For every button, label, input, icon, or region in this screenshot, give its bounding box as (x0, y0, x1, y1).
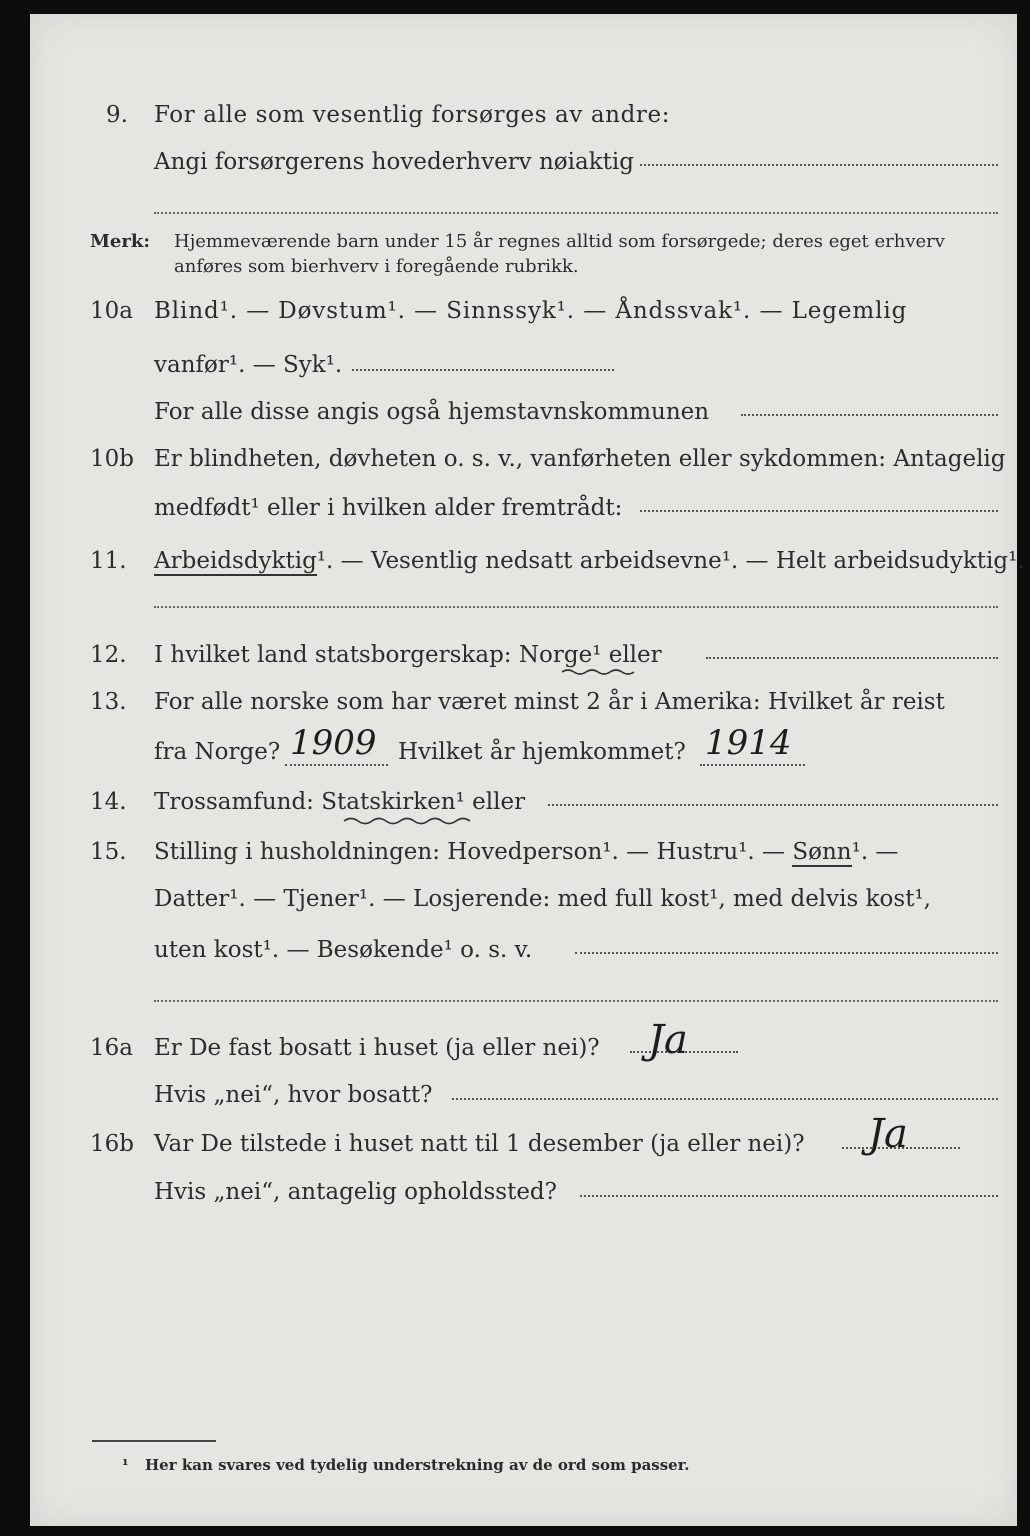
q15-line2: Datter¹. — Tjener¹. — Losjerende: med full kost¹, med delvis kost¹, (154, 886, 931, 912)
q15-line1-end: ¹. — (851, 839, 899, 865)
q12-line (154, 644, 662, 667)
merk-line2: anføres som bierhverv i foregående rubrikk. (174, 256, 579, 277)
q10b-line1: Er blindheten, døvheten o. s. v., vanførheten eller sykdommen: Antagelig (154, 446, 1006, 472)
q10b-line2: medfødt¹ eller i hvilken alder fremtrådt: (154, 495, 623, 521)
q15-line1-text: Stilling i husholdningen: Hovedperson¹. — Hustru¹. — (154, 839, 793, 865)
q14-question: Trossamfund: (154, 789, 322, 815)
merk-line1: Hjemmeværende barn under 15 år regnes alltid som forsørgede; deres eget erhverv (174, 231, 945, 252)
q15-answer-line-2[interactable] (154, 1000, 998, 1002)
q10a-number: 10a (90, 298, 133, 324)
q14-eller: ¹ eller (455, 789, 526, 815)
q11-line (154, 550, 1025, 573)
q9-number: 9. (106, 102, 128, 128)
q15-answer-line[interactable] (575, 952, 998, 954)
q9-answer-line[interactable] (640, 164, 998, 166)
q10a-line3: For alle disse angis også hjemstavnskommunen (154, 399, 710, 425)
q14-wavy-underline (342, 816, 478, 826)
q15-line1 (154, 841, 898, 864)
q13-line1: For alle norske som har været minst 2 år i Amerika: Hvilket år reist (154, 689, 945, 715)
footnote-text: Her kan svares ved tydelig understrekning av de ord som passer. (145, 1456, 690, 1474)
q11-answer-line[interactable] (154, 606, 998, 608)
q16a-line1: Er De fast bosatt i huset (ja eller nei)? (154, 1035, 600, 1061)
q12-number: 12. (90, 642, 127, 668)
q15-line3: uten kost¹. — Besøkende¹ o. s. v. (154, 937, 533, 963)
q13-returned-answer-line[interactable] (700, 764, 805, 766)
q16b-number: 16b (90, 1131, 134, 1157)
q13-left-answer-line[interactable] (285, 764, 388, 766)
q12-answer-line[interactable] (706, 657, 998, 659)
q16b-handwritten-answer: Ja (868, 1111, 908, 1157)
q16a-where-answer-line[interactable] (452, 1098, 998, 1100)
q14-line (154, 791, 525, 814)
footnote-mark: ¹ (122, 1456, 129, 1474)
q10a-line1: Blind¹. — Døvstum¹. — Sinnssyk¹. — Åndssvak¹. — Legemlig (154, 298, 908, 324)
q13-return-label: Hvilket år hjemkommet? (398, 739, 686, 765)
q13-from-label: fra Norge? (154, 739, 281, 765)
q12-norge-underlined: Norge (518, 642, 593, 668)
q11-arbeidsdyktig-underlined: Arbeidsdyktig (154, 548, 317, 574)
merk-label: Merk: (90, 231, 150, 252)
q16b-line2: Hvis „nei“, antagelig opholdssted? (154, 1179, 557, 1205)
q13-handwritten-year-returned: 1914 (705, 723, 792, 763)
q11-rest: ¹. — Vesentlig nedsatt arbeidsevne¹. — Helt arbeidsudyktig¹. (316, 548, 1025, 574)
q10a-municipality-line[interactable] (741, 414, 998, 416)
q16a-handwritten-answer: Ja (648, 1017, 688, 1063)
q16b-line1: Var De tilstede i huset natt til 1 desember (ja eller nei)? (154, 1131, 805, 1157)
q10b-answer-line[interactable] (640, 510, 998, 512)
q16a-line2: Hvis „nei“, hvor bosatt? (154, 1082, 433, 1108)
q14-statskirken-underlined: Statskirken (321, 789, 456, 815)
footnote-rule (92, 1440, 216, 1442)
q10b-number: 10b (90, 446, 134, 472)
q16b-where-answer-line[interactable] (580, 1195, 998, 1197)
q9-answer-line-2[interactable] (154, 212, 998, 214)
q13-number: 13. (90, 689, 127, 715)
q9-line2: Angi forsørgerens hovederhverv nøiaktig (154, 149, 634, 175)
q15-sonn-underlined: Sønn (792, 839, 852, 865)
q14-number: 14. (90, 789, 127, 815)
q10a-sick-answer-line[interactable] (352, 369, 614, 371)
q12-eller: ¹ eller (592, 642, 662, 668)
q16a-number: 16a (90, 1035, 133, 1061)
q11-number: 11. (90, 548, 127, 574)
q12-wavy-underline (560, 668, 640, 676)
q13-handwritten-year-left: 1909 (290, 723, 377, 763)
q14-answer-line[interactable] (548, 804, 998, 806)
q9-line1: For alle som vesentlig forsørges av andre: (154, 102, 671, 128)
q12-question: I hvilket land statsborgerskap: (154, 642, 519, 668)
q15-number: 15. (90, 839, 127, 865)
q10a-line2: vanfør¹. — Syk¹. (154, 352, 343, 378)
